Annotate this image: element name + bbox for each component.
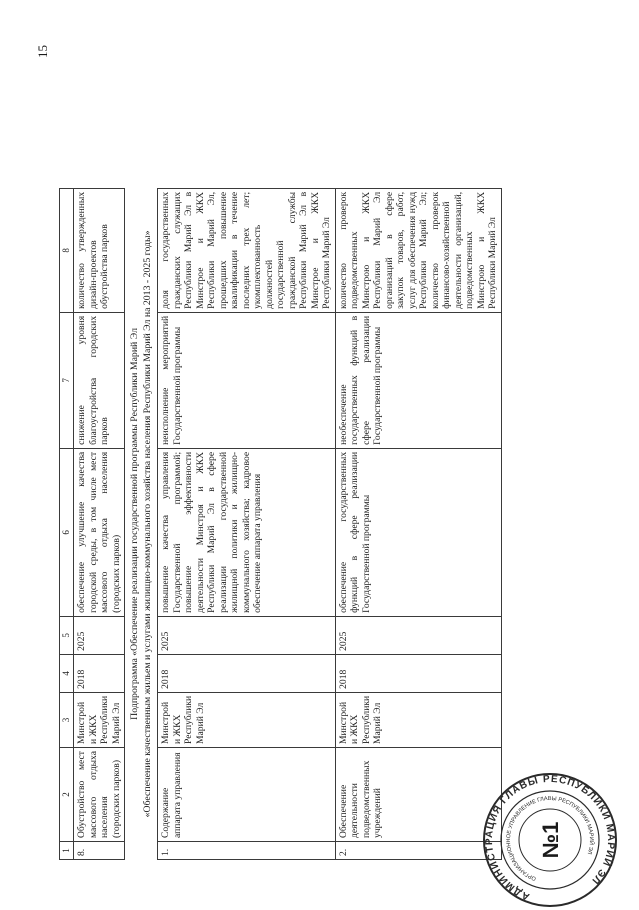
executor: Минстрой и ЖКХ Республики Марий Эл <box>157 692 335 747</box>
end-year: 2025 <box>157 616 335 654</box>
start-year: 2018 <box>157 654 335 692</box>
stamp-inner-text: ОРГАНИЗАЦИОННОЕ УПРАВЛЕНИЕ ГЛАВЫ РЕСПУБЛИКИ МАРИЙ ЭЛ <box>505 795 595 882</box>
column-number-row <box>59 188 73 859</box>
subprogram-line-1: Подпрограмма «Обеспечение реализации государственной программы Республики Марий Эл <box>128 328 140 720</box>
table-row <box>157 188 335 859</box>
col-header: 1 <box>59 842 73 860</box>
risk: необеспечение государственных функций в сфере реализации Государственной программы <box>335 312 501 448</box>
stamp-number: №1 <box>538 821 563 859</box>
program-table <box>59 188 502 860</box>
col-header: 8 <box>59 188 73 312</box>
subprogram-line-2: «Обеспечение качественным жильем и услугами жилищно-коммунального хозяйства населения Республики Марий Эл на 2013 - 2025 годы» <box>141 230 152 818</box>
end-year: 2025 <box>73 616 124 654</box>
indicator: доля государственных гражданских служащих Республики Марий Эл в Минстрое и ЖКХ Республики Марий Эл, прошедших повышение квалификации в течение последних трех лет; укомплектованность должностей государственной гражданской службы Республики Марий Эл в Минстрое и ЖКХ Республики Марий Эл <box>157 188 335 312</box>
document-page <box>35 30 605 870</box>
row-number: 2. <box>335 842 501 860</box>
end-year: 2025 <box>335 616 501 654</box>
expected-result: повышение качества управления Государственной программой; повышение эффективности деятельности Минстроя и ЖКХ Республики Марий Эл в сфере реализации государственной жилищной политики и жилищно-коммунального хозяйства; кадровое обеспечение аппарата управления <box>157 448 335 616</box>
risk: неисполнение мероприятий Государственной программы <box>157 312 335 448</box>
stamp-outer-text: АДМИНИСТРАЦИЯ ГЛАВЫ РЕСПУБЛИКИ МАРИЙ ЭЛ <box>483 773 617 902</box>
table-row <box>335 188 501 859</box>
expected-result: обеспечение государственных функций в сфере реализации Государственной программы <box>335 448 501 616</box>
measure-name: Обустройство мест массового отдыха населения (городских парков) <box>73 748 124 842</box>
executor: Минстрой и ЖКХ Республики Марий Эл <box>335 692 501 747</box>
row-number: 1. <box>157 842 335 860</box>
col-header: 3 <box>59 692 73 747</box>
row-number: 8. <box>73 842 124 860</box>
executor: Минстрой и ЖКХ Республики Марий Эл <box>73 692 124 747</box>
col-header: 2 <box>59 748 73 842</box>
indicator: количество проверок подведомственных Минстрою и ЖКХ Республики Марий Эл организаций в сфере закупок товаров, работ, услуг для обеспечения нужд Республики Марий Эл; количество проверок финансово-хозяйственной деятельности организаций, подведомственных Минстрою и ЖКХ Республики Марий Эл <box>335 188 501 312</box>
col-header: 4 <box>59 654 73 692</box>
official-stamp <box>480 770 620 910</box>
col-header: 6 <box>59 448 73 616</box>
subprogram-title <box>124 188 157 859</box>
start-year: 2018 <box>73 654 124 692</box>
risk: снижение уровня благоустройства городских парков <box>73 312 124 448</box>
measure-name: Обеспечение деятельности подведомственных учреждений <box>335 748 501 842</box>
table-row <box>73 188 124 859</box>
col-header: 5 <box>59 616 73 654</box>
expected-result: обеспечение улучшение качества городской среды, в том числе мест массового отдыха населения (городских парков) <box>73 448 124 616</box>
start-year: 2018 <box>335 654 501 692</box>
subprogram-row <box>124 188 157 859</box>
page-number: 15 <box>34 45 50 58</box>
measure-name: Содержание аппарата управления <box>157 748 335 842</box>
col-header: 7 <box>59 312 73 448</box>
indicator: количество утвержденных дизайн-проектов обустройства парков <box>73 188 124 312</box>
